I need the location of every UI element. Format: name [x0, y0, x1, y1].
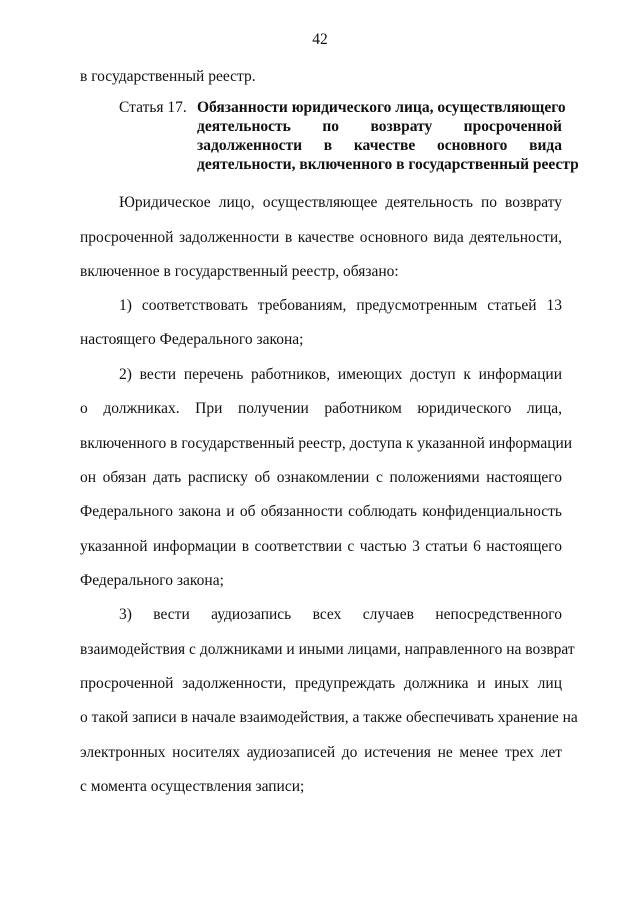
list-item-3-line: с момента осуществления записи; — [80, 778, 305, 795]
body-line: Юридическое лицо, осуществляющее деятельность по возврату — [119, 194, 562, 211]
list-item-2-line: о должниках. При получении работником юридического лица, — [80, 400, 562, 417]
list-item-1-line: настоящего Федерального закона; — [80, 331, 304, 348]
list-item-1-line: 1) соответствовать требованиям, предусмотренным статьей 13 — [119, 297, 562, 314]
page-number: 42 — [312, 31, 328, 48]
list-item-3-line: 3) вести аудиозапись всех случаев непосредственного — [119, 606, 562, 623]
list-item-3-line: взаимодействия с должниками и иными лицами, направленного на возврат — [80, 641, 575, 658]
article-title-line: задолженности в качестве основного вида — [197, 137, 562, 154]
article-title-line: деятельности, включенного в государственный реестр — [197, 156, 579, 173]
article-label: Статья 17. — [119, 99, 187, 116]
article-title-line: Обязанности юридического лица, осуществляющего — [197, 99, 566, 116]
list-item-2-line: он обязан дать расписку об ознакомлении с положениями настоящего — [80, 469, 562, 486]
list-item-2-line: 2) вести перечень работников, имеющих доступ к информации — [119, 366, 562, 383]
list-item-2-line: Федерального закона; — [80, 572, 224, 589]
list-item-3-line: электронных носителях аудиозаписей до истечения не менее трех лет — [80, 744, 562, 761]
body-line: просроченной задолженности в качестве основного вида деятельности, — [80, 229, 562, 246]
list-item-3-line: о такой записи в начале взаимодействия, а также обеспечивать хранение на — [80, 709, 578, 726]
body-line: включенное в государственный реестр, обязано: — [80, 263, 399, 280]
list-item-2-line: включенного в государственный реестр, доступа к указанной информации — [80, 435, 573, 452]
continuation-text: в государственный реестр. — [80, 68, 256, 85]
article-title-line: деятельность по возврату просроченной — [197, 118, 562, 135]
list-item-2-line: указанной информации в соответствии с частью 3 статьи 6 настоящего — [80, 538, 562, 555]
list-item-2-line: Федерального закона и об обязанности соблюдать конфиденциальность — [80, 503, 562, 520]
list-item-3-line: просроченной задолженности, предупреждать должника и иных лиц — [80, 675, 562, 692]
